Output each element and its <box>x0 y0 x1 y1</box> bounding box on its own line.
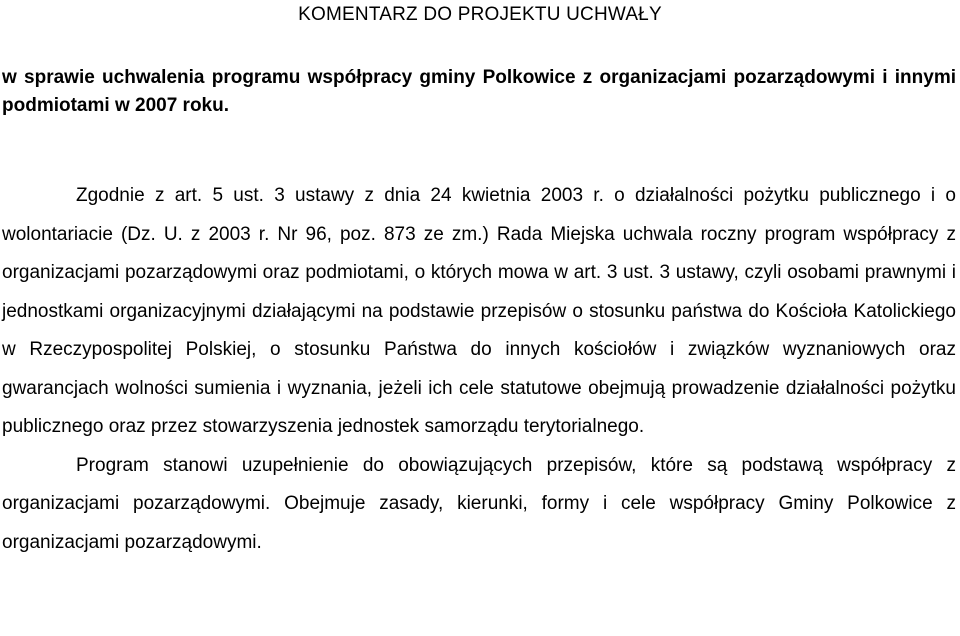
body-paragraph-2: Program stanowi uzupełnienie do obowiązujących przepisów, które są podstawą współpracy z organizacjami pozarządowymi. Obejmuje zasady, kierunki, formy i cele współpracy Gminy Polkowice z organizacjami pozarządowymi. <box>2 454 956 553</box>
document-title: KOMENTARZ DO PROJEKTU UCHWAŁY <box>298 4 662 25</box>
document-subject: w sprawie uchwalenia programu współpracy gminy Polkowice z organizacjami pozarządowymi i innymi podmiotami w 2007 roku. <box>2 67 956 116</box>
body-paragraph-1: Zgodnie z art. 5 ust. 3 ustawy z dnia 24 kwietnia 2003 r. o działalności pożytku publicznego i o wolontariacie (Dz. U. z 2003 r. Nr 96, poz. 873 ze zm.) Rada Miejska uchwala roczny program współpracy z organizacjami pozarządowymi oraz podmiotami, o których mowa w art. 3 ust. 3 ustawy, czyli osobami prawnymi i jednostkami organizacyjnymi działającymi na podstawie przepisów o stosunku państwa do Kościoła Katolickiego w Rzeczypospolitej Polskiej, o stosunku Państwa do innych kościołów i związków wyznaniowych oraz gwarancjach wolności sumienia i wyznania, jeżeli ich cele statutowe obejmują prowadzenie działalności pożytku publicznego oraz przez stowarzyszenia jednostek samorządu terytorialnego. <box>2 185 956 437</box>
document-body <box>2 177 956 562</box>
